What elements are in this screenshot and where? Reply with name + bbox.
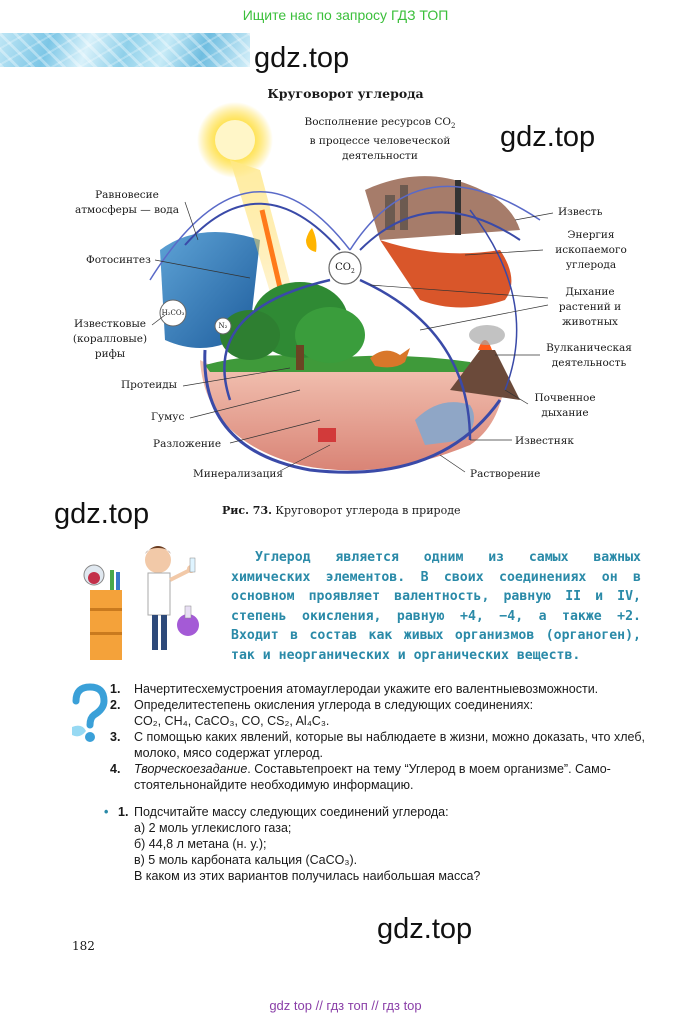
question-number: 3. — [110, 730, 121, 744]
co2-bubble: $CO_2$ — [335, 262, 355, 275]
question-number: 4. — [110, 762, 121, 776]
task-line: а) 2 моль углекислого газа; — [134, 821, 292, 835]
page-number: 182 — [72, 939, 95, 953]
label-proteins: Протеиды — [121, 379, 178, 391]
scientist-illustration — [72, 540, 212, 665]
task-number: 1. — [118, 805, 129, 819]
label-decomposition: Разложение — [153, 438, 222, 450]
question-icon — [68, 683, 110, 747]
ice-decoration — [0, 33, 250, 67]
footer-links[interactable]: gdz top // гдз топ // гдз top — [269, 998, 422, 1013]
n2-bubble: N₂ — [218, 322, 228, 330]
task-line: в) 5 моль карбоната кальция (CaCO₃). — [134, 853, 358, 867]
label-soil-respiration: Почвенное дыхание — [534, 392, 596, 419]
question-item — [110, 697, 645, 729]
label-lime: Известь — [558, 206, 603, 218]
watermark: gdz.top — [254, 42, 350, 74]
task-block — [104, 804, 645, 884]
watermark: gdz.top — [500, 121, 596, 153]
question-number: 2. — [110, 698, 121, 712]
question-item — [110, 681, 645, 697]
questions-list — [110, 681, 645, 793]
label-respiration: Дыхание растений и животных — [558, 286, 622, 328]
label-photosynthesis: Фотосинтез — [86, 254, 151, 266]
label-mineralization: Минерализация — [193, 468, 283, 480]
task-item — [104, 804, 645, 884]
question-text: С помощью каких явлений, которые вы наблюдаете в жизни, можно доказать, что хлеб, молоко, мясо содержат углерод. — [134, 730, 645, 760]
task-bullet: • — [104, 805, 109, 819]
lead-paragraph: Углерод является одним из самых важных химических элементов. В своих соединениях он в основном проявляет валентность, равную II и IV, степень окисления, равную +4, −4, а также +2. Входит в состав как живых организмов (органоген), так и неорганических и органических веществ. — [231, 550, 641, 663]
question-formulas: CO₂, CH₄, CaCO₃, CO, CS₂, Al₄C₃. — [134, 714, 330, 728]
question-italic: Творческоезадание — [134, 762, 248, 776]
question-text: Определитестепень окисления углерода в следующих соединениях: — [134, 698, 534, 712]
label-limestone: Известняк — [515, 435, 574, 447]
figure-caption: Рис. 73. Круговорот углерода в природе — [222, 504, 461, 517]
label-limestone-reefs: Известковые (коралловые) рифы — [72, 318, 148, 360]
watermark: gdz.top — [377, 913, 473, 945]
task-line: Подсчитайте массу следующих соединений углерода: — [134, 805, 449, 819]
question-number: 1. — [110, 682, 121, 696]
question-item — [110, 761, 645, 793]
question-item — [110, 729, 645, 761]
carbon-cycle-diagram — [0, 100, 691, 495]
label-fossil-energy: Энергия ископаемого углерода — [555, 229, 627, 271]
label-humus: Гумус — [151, 411, 185, 423]
label-equilibrium: Равновесие атмосферы — вода — [74, 189, 180, 216]
label-dissolution: Растворение — [470, 468, 541, 480]
figure-title: Круговорот углерода — [267, 86, 424, 101]
top-banner[interactable]: Ищите нас по запросу ГДЗ ТОП — [242, 7, 449, 23]
question-text: Начертитесхемустроения атомауглеродаи укажите его валентныевозможности. — [134, 682, 599, 696]
watermark: gdz.top — [54, 498, 150, 530]
task-line: б) 44,8 л метана (н. у.); — [134, 837, 267, 851]
label-volcanic: Вулканическая деятельность — [546, 342, 632, 369]
question-text: . Составьтепроект на тему “Углерод в моем организме”. Само-стоятельнонайдите необходимую информацию. — [134, 762, 611, 792]
h2co3-bubble: H₂CO₃ — [161, 309, 185, 317]
label-replenish: Восполнение ресурсов $CO_2$ в процессе человеческой деятельности — [304, 116, 456, 163]
task-line: В каком из этих вариантов получилась наибольшая масса? — [134, 869, 481, 883]
